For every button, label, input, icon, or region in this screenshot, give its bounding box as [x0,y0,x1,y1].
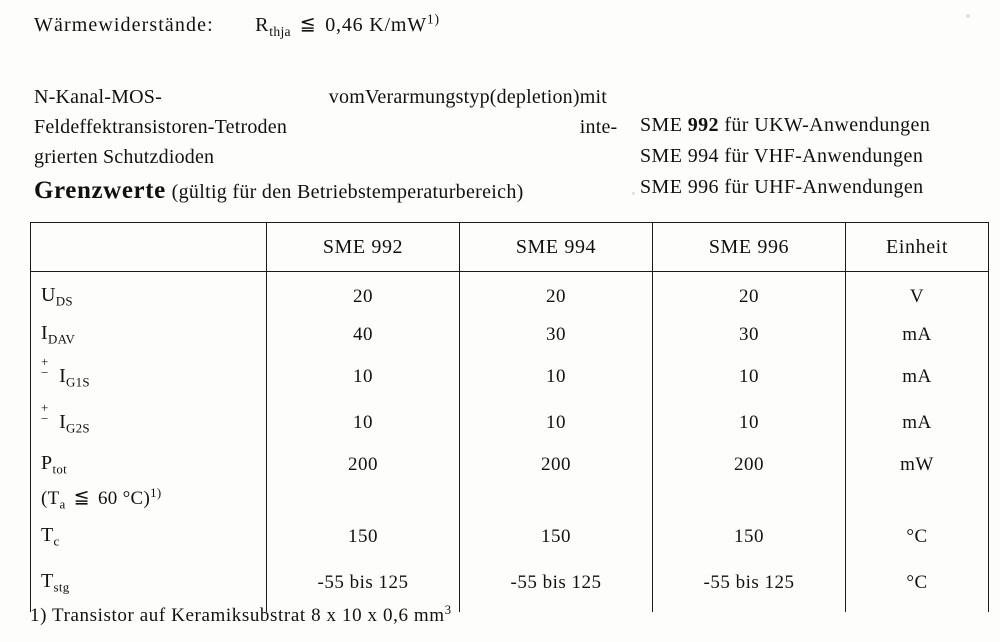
condition-open: (T [41,488,60,510]
symbol-i-g2s: I [59,411,67,434]
symbol-t-c: T [41,524,54,547]
thermal-symbol-subscript: thja [269,24,291,40]
type-application-996: für UHF-Anwendungen [724,176,924,198]
device-type-list [640,110,930,203]
table-row [31,354,989,400]
symbol-t-stg: T [41,570,54,593]
cell-tc-994: 150 [460,514,653,560]
type-list-item-996 [640,172,930,203]
description-part-2: vom [328,86,365,108]
condition-relation-sign: ≦ [73,487,90,509]
table-row [31,272,989,317]
cell-ptot-992: 200 [267,446,460,484]
cell-tstg-994: -55 bis 125 [460,560,653,612]
row-parameter-ig1s [31,354,267,400]
thermal-symbol: R [255,14,270,37]
header-unit: Einheit [846,223,989,272]
table-header-row [31,223,989,272]
type-application-994: für VHF-Anwendungen [724,145,924,167]
cell-tc-992: 150 [267,514,460,560]
description-part-4: (depletion) [489,86,580,108]
symbol-u-subscript: DS [55,293,73,309]
symbol-i-g1s: I [59,365,67,388]
cell-ig1s-996: 10 [653,354,846,400]
type-list-item-994 [640,141,930,172]
header-sme-996: SME 996 [653,223,846,272]
cell-idav-994: 30 [460,316,653,354]
cell-ig2s-unit: mA [846,400,989,446]
cell-condition-unit [846,484,989,514]
condition-value: 60 °C) [97,488,151,510]
condition-subscript: a [59,496,66,512]
description-part-5: mit inte- [579,86,618,138]
thermal-resistance-line [34,12,440,40]
limits-table-body [31,272,989,613]
limits-section-heading [34,177,524,205]
row-parameter-idav [31,316,267,354]
cell-tstg-996: -55 bis 125 [653,560,846,612]
type-number-996: 996 [687,176,719,198]
cell-uds-992: 20 [267,272,460,317]
symbol-p-tot: P [41,452,53,475]
cell-ig1s-unit: mA [846,354,989,400]
header-sme-992: SME 992 [267,223,460,272]
cell-ig2s-994: 10 [460,400,653,446]
type-prefix-992: SME [640,114,683,136]
condition-footnote-marker: 1) [150,485,162,501]
symbol-u: U [41,284,56,307]
table-row [31,514,989,560]
row-parameter-ig2s [31,400,267,446]
plus-minus-icon-g2s: + − [41,400,49,427]
limits-table-container [30,222,988,612]
scan-speck [632,192,635,195]
cell-ig1s-992: 10 [267,354,460,400]
header-parameter [31,223,267,272]
thermal-footnote-marker: 1) [426,12,440,27]
description-part-3: Verarmungstyp [364,86,490,108]
type-list-item-992 [640,110,930,141]
thermal-value-number: 0,46 K/mW [325,14,427,37]
device-description [34,82,634,172]
footnote-exponent: 3 [444,602,452,617]
row-parameter-uds [31,272,267,317]
cell-condition-992 [267,484,460,514]
scan-speck [966,14,970,18]
symbol-i-dav: I [41,322,48,345]
cell-idav-unit: mA [846,316,989,354]
limits-table-header [31,223,989,272]
footnote-text: 1) Transistor auf Keramiksubstrat 8 x 10 x 0,6 mm [30,605,445,627]
cell-ig2s-992: 10 [267,400,460,446]
type-application-992: für UKW-Anwendungen [724,114,931,136]
cell-idav-996: 30 [653,316,846,354]
cell-ptot-994: 200 [460,446,653,484]
description-part-1: N-Kanal-MOS-Feldeffektransistoren-Tetroden [34,86,288,138]
cell-tc-unit: °C [846,514,989,560]
cell-ptot-unit: mW [846,446,989,484]
page-footnote [30,602,452,627]
row-parameter-ptot [31,446,267,484]
cell-ptot-996: 200 [653,446,846,484]
cell-tstg-unit: °C [846,560,989,612]
cell-condition-994 [460,484,653,514]
cell-tc-996: 150 [653,514,846,560]
type-prefix-996: SME [640,176,683,198]
cell-condition-996 [653,484,846,514]
cell-tstg-992: -55 bis 125 [267,560,460,612]
limits-table [30,222,989,612]
row-parameter-ptot-condition [31,484,267,514]
cell-uds-unit: V [846,272,989,317]
table-row [31,316,989,354]
cell-ig1s-994: 10 [460,354,653,400]
thermal-resistance-label: Wärmewiderstände: [34,14,214,37]
table-row-condition [31,484,989,514]
description-line-2: grierten Schutzdioden [34,146,215,168]
symbol-i-g1s-subscript: G1S [66,374,90,390]
plus-minus-icon-g1s: + − [41,354,49,381]
cell-ig2s-996: 10 [653,400,846,446]
cell-uds-994: 20 [460,272,653,317]
description-line-1 [34,82,634,142]
type-number-992: 992 [687,114,719,136]
row-parameter-tc [31,514,267,560]
type-number-994: 994 [687,145,719,167]
symbol-p-tot-subscript: tot [52,461,67,477]
symbol-i-g2s-subscript: G2S [66,420,90,436]
limits-title: Grenzwerte [34,177,166,204]
symbol-t-c-subscript: c [53,533,60,549]
symbol-i-dav-subscript: DAV [47,331,76,347]
cell-idav-992: 40 [267,316,460,354]
thermal-relation-sign: ≦ [299,14,317,36]
symbol-t-stg-subscript: stg [53,579,70,595]
header-sme-994: SME 994 [460,223,653,272]
table-row [31,400,989,446]
thermal-resistance-value [255,12,440,40]
type-prefix-994: SME [640,145,683,167]
table-row [31,446,989,484]
cell-uds-996: 20 [653,272,846,317]
limits-subtitle: (gültig für den Betriebstemperaturbereich) [171,181,524,203]
